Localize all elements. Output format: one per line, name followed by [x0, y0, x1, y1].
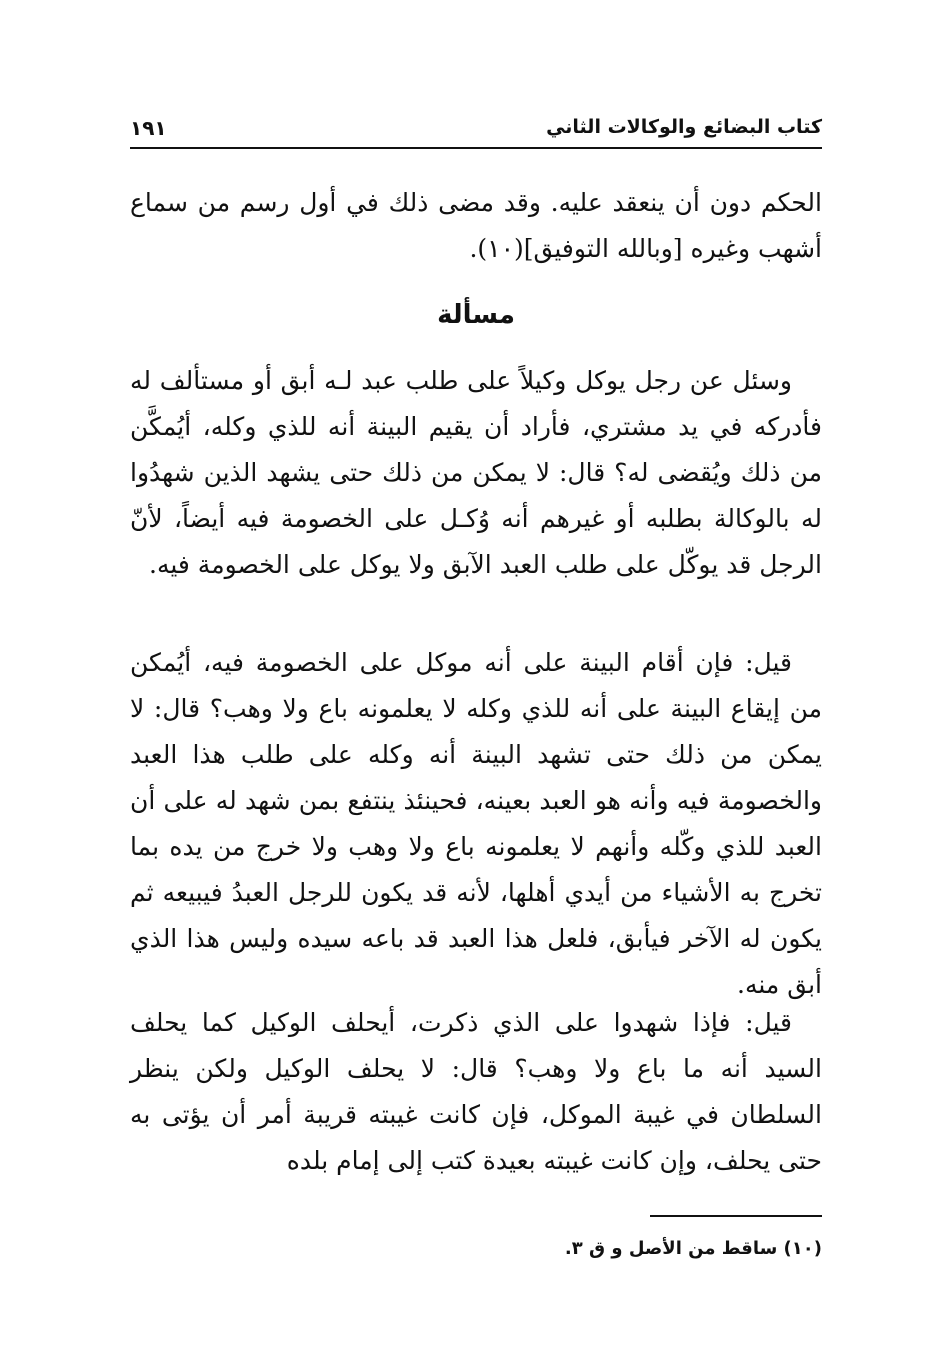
page-number: ١٩١ — [130, 116, 167, 140]
page-header — [130, 112, 822, 146]
question-paragraph-3 — [130, 1000, 822, 1184]
continuation-paragraph — [130, 180, 822, 272]
footnote: (١٠) ساقط من الأصل و ق ٣. — [564, 1238, 822, 1259]
footnote-rule — [650, 1215, 822, 1217]
question-paragraph-2 — [130, 640, 822, 1008]
paragraph-text: الحكم دون أن ينعقد عليه. وقد مضى ذلك في أول رسم من سماع أشهب وغيره [وبالله التوفيق](١٠). — [130, 188, 822, 263]
question-paragraph-1 — [130, 358, 822, 588]
section-heading: مسألة — [437, 300, 515, 330]
paragraph-text: قيل: فإذا شهدوا على الذي ذكرت، أيحلف الوكيل كما يحلف السيد أنه ما باع ولا وهب؟ قال: لا يحلف الوكيل ولكن ينظر السلطان في غيبة الموكل، فإن كانت غيبته قريبة أمر أن يؤتى به حتى يحلف، وإن كانت غيبته بعيدة كتب إلى إمام بلده — [130, 1008, 822, 1175]
running-title: كتاب البضائع والوكالات الثاني — [546, 116, 822, 138]
paragraph-text: قيل: فإن أقام البينة على أنه موكل على الخصومة فيه، أيُمكن من إيقاع البينة على أنه للذي وكله لا يعلمونه باع ولا وهب؟ قال: لا يمكن من ذلك حتى تشهد البينة أنه وكله على طلب هذا العبد والخصومة فيه وأنه هو العبد بعينه، فحينئذ ينتفع بمن شهد له على أن العبد للذي وكّله وأنهم لا يعلمونه باع ولا وهب ولا خرج من يده بما تخرج به الأشياء من أيدي أهلها، لأنه قد يكون للرجل العبدُ فيبيعه ثم يكون له الآخر فيأبق، فلعل هذا العبد قد باعه سيده وليس هذا الذي أبق منه. — [130, 648, 823, 999]
header-rule — [130, 147, 822, 149]
paragraph-text: وسئل عن رجل يوكل وكيلاً على طلب عبد لـه أبق أو مستألف له فأدركه في يد مشتري، فأراد أن يقيم البينة أنه للذي وكله، أيُمكَّن من ذلك ويُقضى له؟ قال: لا يمكن من ذلك حتى يشهد الذين شهدُوا له بالوكالة بطلبه أو غيرهم أنه وُكـل على الخصومة فيه أيضاً، لأنّ الرجل قد يوكّل على طلب العبد الآبق ولا يوكل على الخصومة فيه. — [130, 366, 822, 579]
